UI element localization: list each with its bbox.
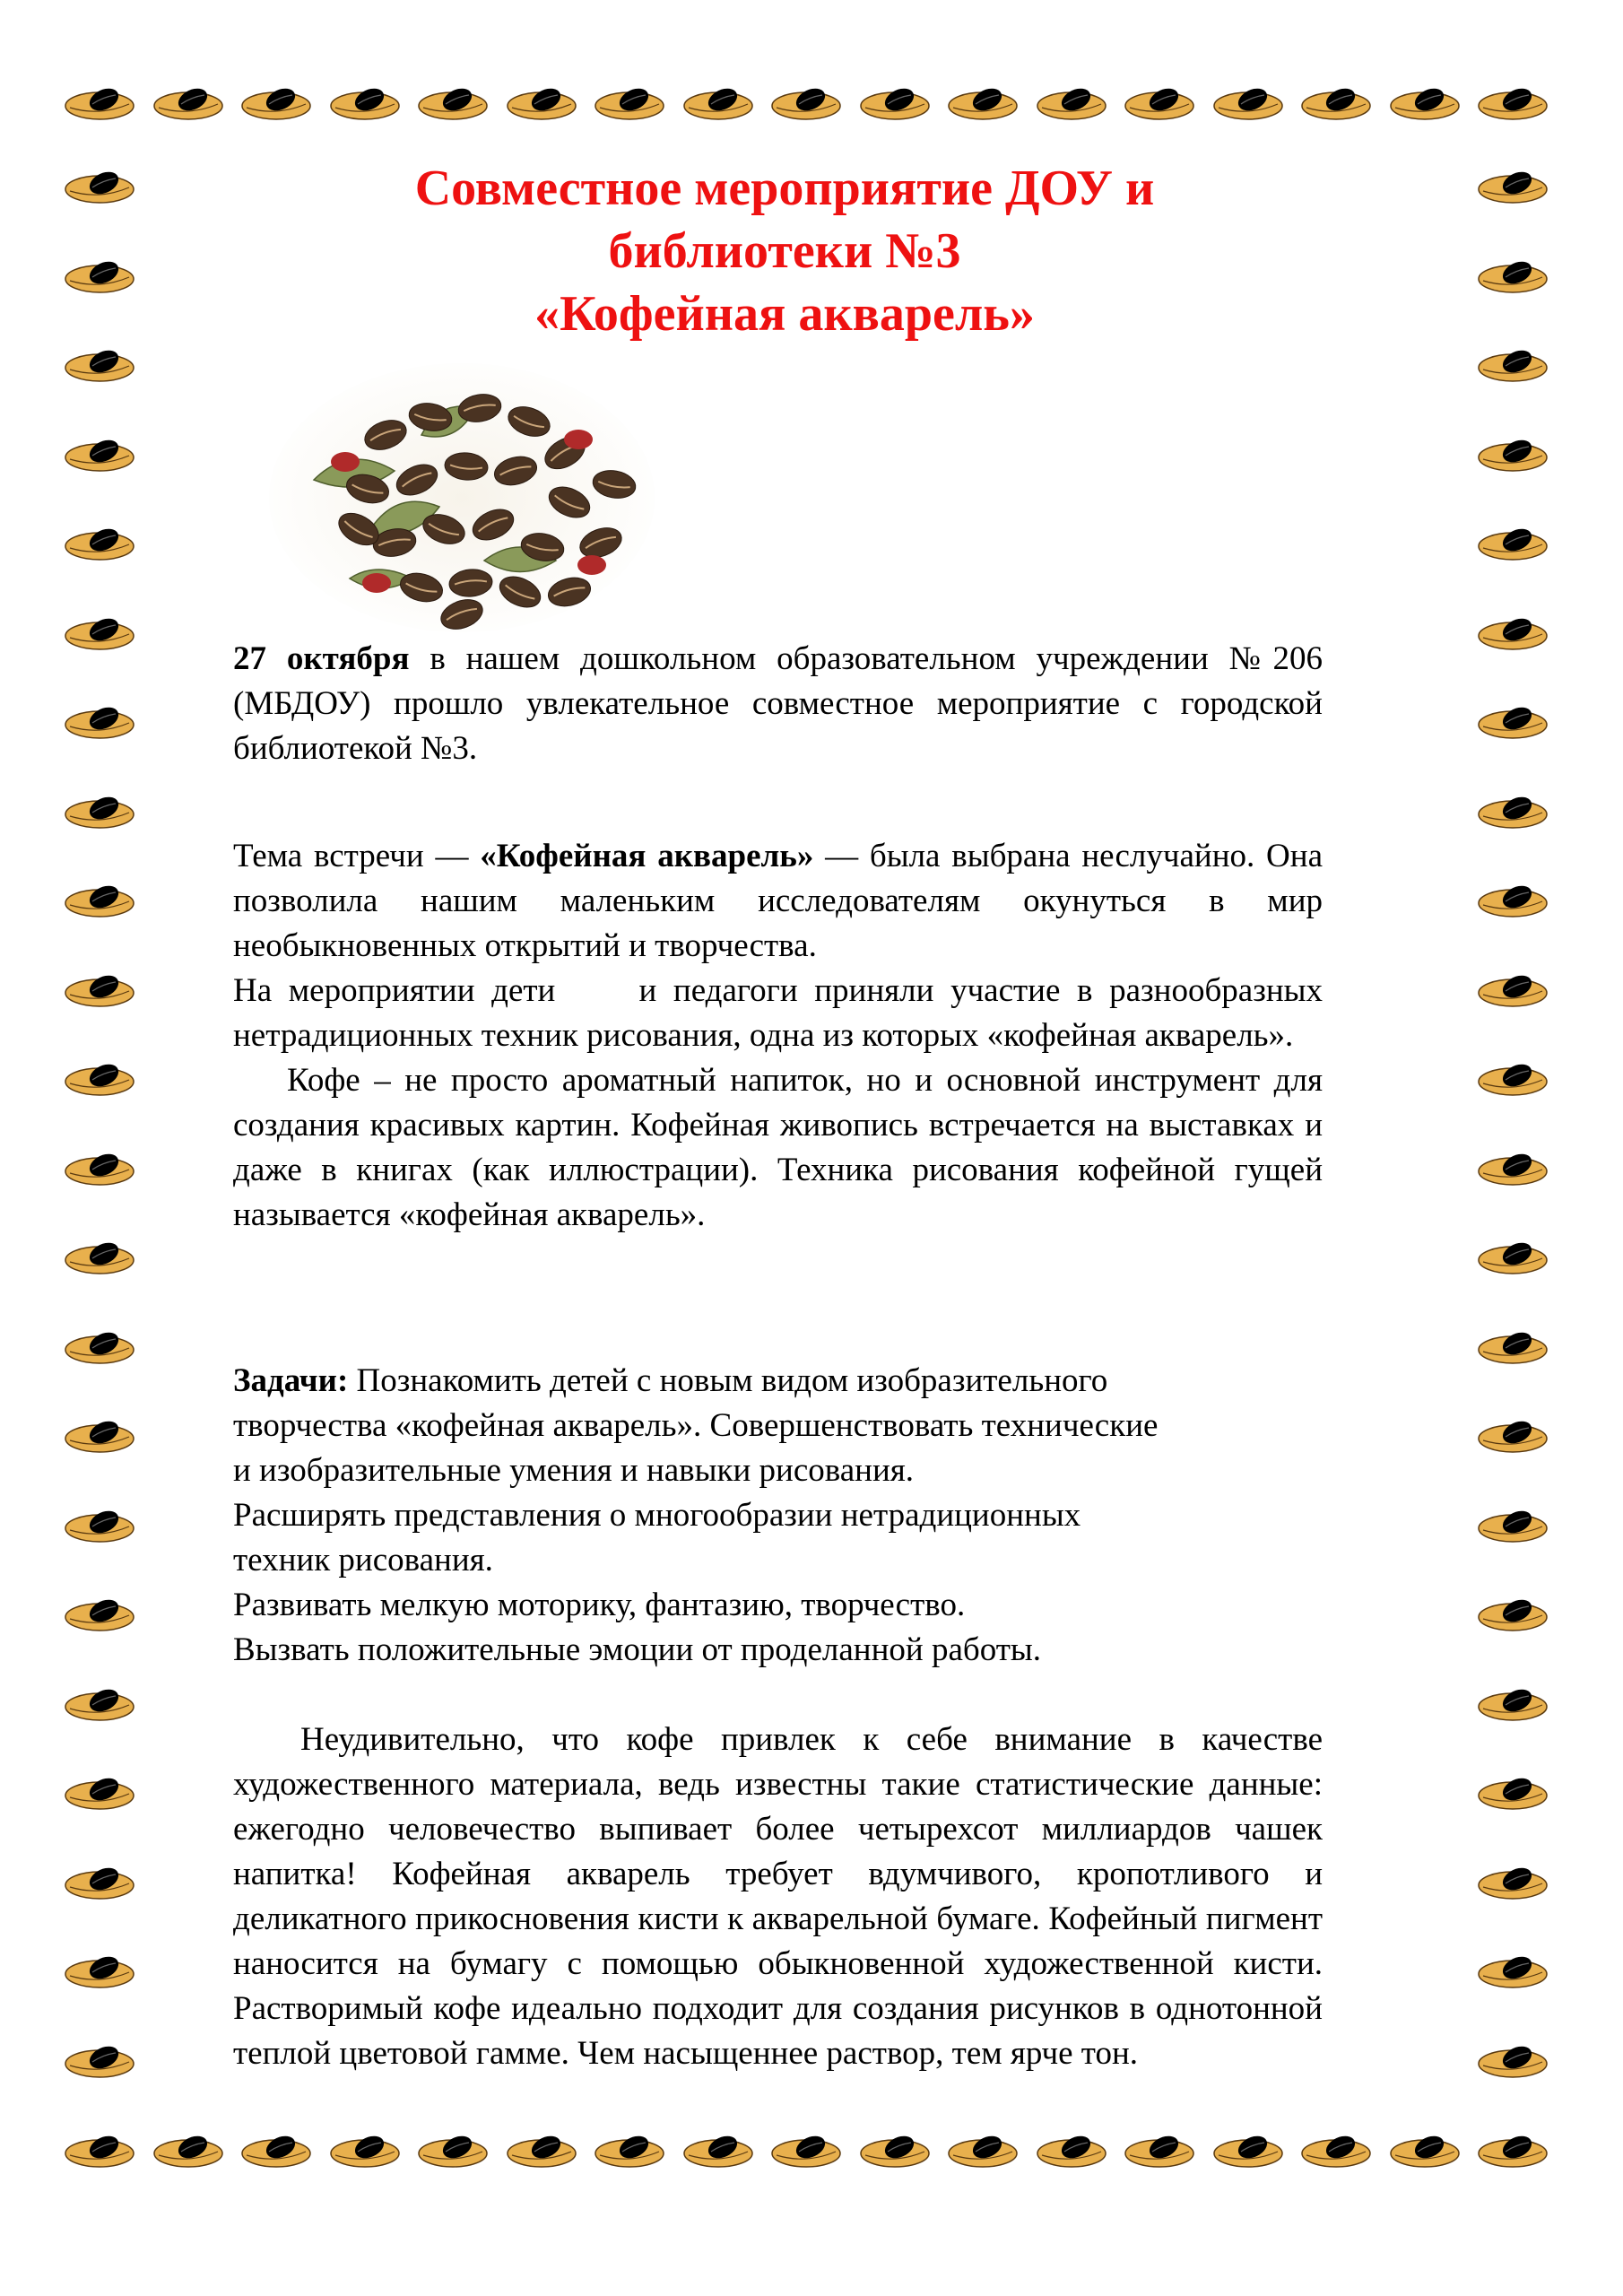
tasks-label: Задачи: (233, 1362, 349, 1399)
tasks-line-4: Расширять представления о многообразии нетрадиционных (233, 1497, 1081, 1534)
coffee-bean-icon (1476, 791, 1549, 834)
tasks-line-7: Вызвать положительные эмоции от проделанной работы. (233, 1631, 1041, 1668)
coffee-bean-icon (63, 256, 136, 299)
coffee-bean-icon (1476, 701, 1549, 744)
coffee-bean-icon (1476, 1058, 1549, 1101)
coffee-bean-icon (1476, 2130, 1549, 2173)
coffee-bean-icon (1476, 1772, 1549, 1815)
coffee-bean-icon (1035, 2130, 1108, 2173)
coffee-bean-icon (63, 1772, 136, 1815)
coffee-beans-collage-icon (260, 354, 664, 641)
coffee-bean-icon (1123, 2130, 1196, 2173)
theme-suffix: — была выбрана неслучайно. Она позволила нашим маленьким исследователям окунуться в мир необыкновенных открытий и творчества. (233, 838, 1323, 964)
coffee-bean-icon (681, 2130, 755, 2173)
coffee-bean-icon (1476, 256, 1549, 299)
theme-name: «Кофейная акварель» (480, 838, 814, 874)
coffee-bean-icon (1476, 83, 1549, 126)
coffee-bean-icon (63, 344, 136, 387)
title-line-2: библиотеки №3 (608, 223, 961, 279)
coffee-bean-icon (63, 523, 136, 566)
coffee-bean-icon (63, 1058, 136, 1101)
theme-paragraph (233, 834, 1332, 1238)
coffee-bean-icon (63, 970, 136, 1013)
coffee-bean-icon (1211, 83, 1285, 126)
coffee-bean-icon (1476, 434, 1549, 477)
title-line-3: «Кофейная акварель» (534, 286, 1035, 342)
coffee-bean-icon (63, 880, 136, 923)
coffee-bean-icon (1476, 1415, 1549, 1458)
coffee-bean-icon (1476, 880, 1549, 923)
final-paragraph (233, 1718, 1323, 2076)
coffee-bean-icon (1123, 83, 1196, 126)
coffee-bean-icon (593, 2130, 666, 2173)
coffee-bean-icon (858, 2130, 932, 2173)
coffee-bean-icon (63, 1862, 136, 1905)
coffee-bean-icon (63, 791, 136, 834)
event-date: 27 октября (233, 640, 410, 677)
coffee-bean-icon (328, 2130, 402, 2173)
coffee-bean-icon (328, 83, 402, 126)
coffee-bean-icon (946, 2130, 1020, 2173)
tasks-line-1: Познакомить детей с новым видом изобразительного (348, 1362, 1108, 1399)
tasks-line-6: Развивать мелкую моторику, фантазию, творчество. (233, 1587, 966, 1623)
intro-paragraph (233, 637, 1323, 771)
coffee-bean-icon (63, 1326, 136, 1370)
coffee-bean-icon (769, 2130, 843, 2173)
coffee-bean-icon (63, 166, 136, 209)
coffee-bean-icon (63, 434, 136, 477)
coffee-bean-icon (63, 1594, 136, 1637)
coffee-bean-icon (1476, 523, 1549, 566)
coffee-bean-icon (63, 1415, 136, 1458)
coffee-bean-icon (152, 83, 225, 126)
coffee-bean-icon (63, 2130, 136, 2173)
coffee-bean-icon (63, 1237, 136, 1280)
coffee-bean-icon (63, 1148, 136, 1191)
coffee-bean-icon (416, 83, 490, 126)
coffee-bean-icon (1388, 2130, 1462, 2173)
coffee-bean-icon (239, 2130, 313, 2173)
tasks-line-3: и изобразительные умения и навыки рисования. (233, 1452, 915, 1489)
coffee-bean-icon (1476, 1862, 1549, 1905)
coffee-bean-icon (946, 83, 1020, 126)
title-line-1: Совместное мероприятие ДОУ и (414, 161, 1155, 216)
coffee-bean-icon (416, 2130, 490, 2173)
coffee-bean-icon (1476, 1951, 1549, 1994)
coffee-bean-icon (1476, 970, 1549, 1013)
coffee-bean-icon (505, 83, 578, 126)
coffee-bean-icon (1299, 83, 1373, 126)
coffee-bean-icon (1476, 1326, 1549, 1370)
page-title (269, 157, 1300, 345)
theme-prefix: Тема встречи — (233, 838, 481, 874)
coffee-bean-icon (858, 83, 932, 126)
coffee-bean-icon (1476, 166, 1549, 209)
coffee-bean-icon (63, 1951, 136, 1994)
coffee-bean-icon (63, 83, 136, 126)
coffee-text: Кофе – не просто ароматный напиток, но и основной инструмент для создания красивых картин. Кофейная живопись встречается на выставках и даже в книгах (как иллюстрации). Техника рисования кофейной гущей называется «кофейная акварель». (233, 1062, 1323, 1233)
coffee-bean-icon (63, 701, 136, 744)
coffee-bean-icon (681, 83, 755, 126)
coffee-bean-icon (1476, 1505, 1549, 1548)
coffee-bean-icon (63, 1683, 136, 1726)
coffee-bean-icon (1476, 344, 1549, 387)
tasks-line-2: творчества «кофейная акварель». Совершенствовать технические (233, 1407, 1159, 1444)
coffee-bean-icon (1476, 1237, 1549, 1280)
coffee-bean-icon (1476, 1683, 1549, 1726)
coffee-bean-icon (593, 83, 666, 126)
coffee-bean-icon (1035, 83, 1108, 126)
coffee-bean-icon (63, 2040, 136, 2083)
final-text: Неудивительно, что кофе привлек к себе внимание в качестве художественного материала, ведь известны такие статистические данные: ежегодно человечество выпивает более четырехсот миллиардов чашек напитка! Кофейная акварель требует вдумчивого, кропотливого и деликатного прикосновения кисти к акварельной бумаге. Кофейный пигмент наносится на бумагу с помощью обыкновенной художественной кисти. Растворимый кофе идеально подходит для создания рисунков в однотонной теплой цветовой гамме. Чем насыщеннее раствор, тем ярче тон. (233, 1721, 1323, 2072)
coffee-bean-icon (1476, 1594, 1549, 1637)
coffee-bean-icon (1211, 2130, 1285, 2173)
coffee-bean-icon (769, 83, 843, 126)
coffee-bean-icon (1388, 83, 1462, 126)
tasks-line-5: техник рисования. (233, 1542, 493, 1578)
tasks-section (233, 1359, 1323, 1673)
coffee-bean-icon (63, 613, 136, 656)
coffee-bean-icon (1299, 2130, 1373, 2173)
coffee-bean-icon (63, 1505, 136, 1548)
event-text: На мероприятии дети и педагоги приняли участие в разнообразных нетрадиционных техник рисования, одна из которых «кофейная акварель». (233, 972, 1332, 1054)
coffee-bean-icon (1476, 1148, 1549, 1191)
intro-text: в нашем дошкольном образовательном учреждении №206 (МБДОУ) прошло увлекательное совместное мероприятие с городской библиотекой №3. (233, 640, 1323, 767)
coffee-bean-icon (1476, 2040, 1549, 2083)
coffee-bean-icon (152, 2130, 225, 2173)
coffee-bean-icon (1476, 613, 1549, 656)
coffee-bean-icon (239, 83, 313, 126)
coffee-bean-icon (505, 2130, 578, 2173)
